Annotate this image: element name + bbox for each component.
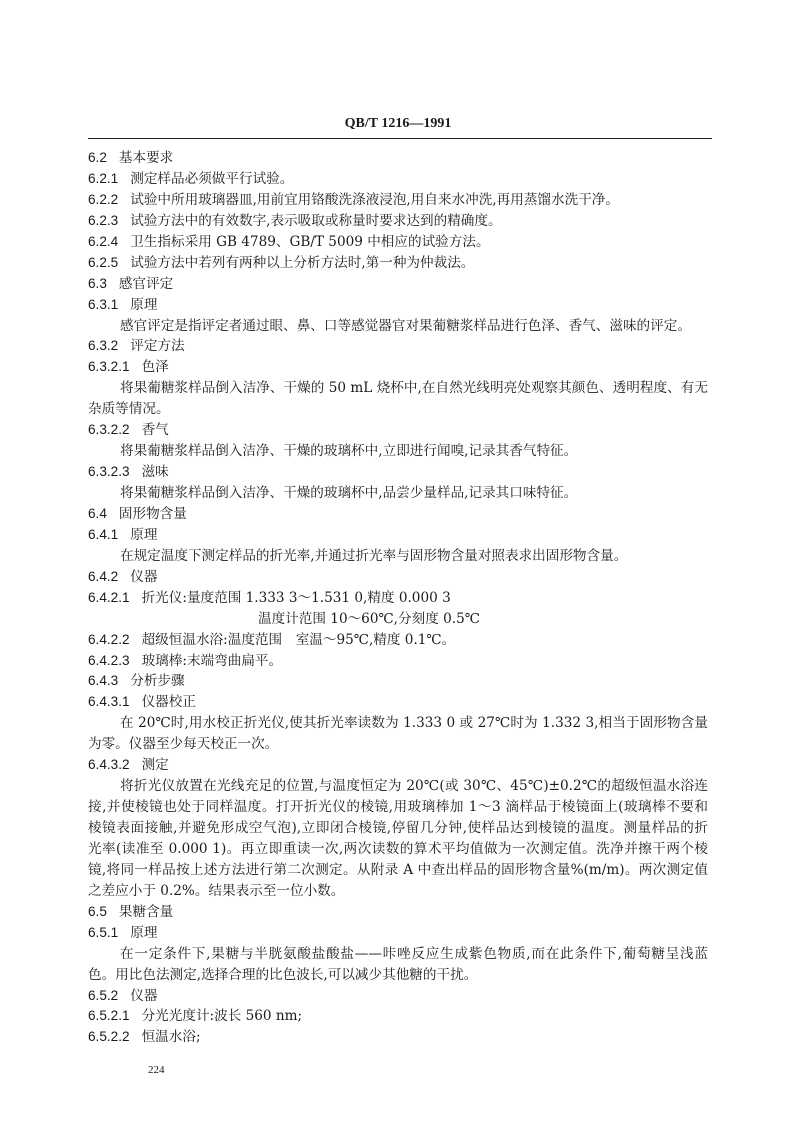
section-heading <box>88 986 708 1007</box>
section-heading <box>88 420 708 441</box>
section-number: 6.4.3 <box>88 673 119 689</box>
section-title: 试验方法中的有效数字,表示吸取或称量时要求达到的精确度。 <box>130 212 502 229</box>
section-title: 分光光度计:波长 560 nm; <box>141 1008 303 1025</box>
section-number: 6.4 <box>88 505 107 521</box>
section-number: 6.5.1 <box>88 924 119 940</box>
section-heading <box>88 336 708 357</box>
section-title: 原理 <box>130 526 158 543</box>
header-rule <box>88 138 712 139</box>
section-number: 6.2.5 <box>88 254 119 270</box>
paragraph-line: 将果葡糖浆样品倒入洁净、干燥的玻璃杯中,品尝少量样品,记录其口味特征。 <box>120 485 578 501</box>
section-number: 6.3.2.2 <box>88 422 130 438</box>
section-title: 色泽 <box>141 359 169 376</box>
section-number: 6.4.3.2 <box>88 757 130 773</box>
paragraph-line: 之差应小于 0.2%。结果表示至一位小数。 <box>88 882 345 899</box>
section-number: 6.5.2 <box>88 987 119 1003</box>
paragraph-line: 杂质等情况。 <box>88 401 170 418</box>
paragraph-line: 将折光仪放置在光线充足的位置,与温度恒定为 20℃(或 30℃、45℃)±0.2℃的超级恒温水浴连 <box>120 778 708 795</box>
section-title: 固形物含量 <box>118 505 187 522</box>
section-title: 果糖含量 <box>118 903 174 920</box>
section-heading <box>88 588 708 609</box>
section-heading <box>88 169 708 190</box>
paragraph-line: 将果葡糖浆样品倒入洁净、干燥的玻璃杯中,立即进行闻嗅,记录其香气特征。 <box>120 443 578 460</box>
section-title: 分析步骤 <box>130 673 185 690</box>
paragraph-line: 在一定条件下,果糖与半胱氨酸盐酸盐——咔唑反应生成紫色物质,而在此条件下,葡萄糖呈浅蓝 <box>120 945 708 962</box>
section-heading <box>88 462 708 483</box>
section-number: 6.4.2.3 <box>88 652 130 668</box>
section-title: 感官评定 <box>118 275 174 292</box>
section-title: 试验中所用玻璃器皿,用前宜用铬酸洗涤液浸泡,用自来水冲洗,再用蒸馏水洗干净。 <box>130 191 619 208</box>
section-number: 6.3.2 <box>88 338 119 354</box>
section-title: 基本要求 <box>118 150 174 166</box>
section-title: 恒温水浴; <box>141 1029 201 1046</box>
section-number: 6.5.2.2 <box>88 1029 130 1045</box>
section-number: 6.2 <box>88 150 107 165</box>
section-heading <box>88 1027 708 1048</box>
paragraph-line: 接,并使棱镜也处于同样温度。打开折光仪的棱镜,用玻璃棒加 1～3 滴样品于棱镜面上(玻璃棒不要和 <box>88 799 708 816</box>
section-heading <box>88 211 708 232</box>
section-title: 测定 <box>141 757 169 774</box>
section-heading <box>88 902 708 923</box>
section-heading <box>88 295 708 316</box>
section-heading <box>88 651 708 672</box>
section-number: 6.4.2 <box>88 568 119 584</box>
paragraph-line: 色。用比色法测定,选择合理的比色波长,可以减少其他糖的干扰。 <box>88 966 478 983</box>
section-title: 玻璃棒:末端弯曲扁平。 <box>141 652 283 669</box>
section-heading <box>88 525 708 546</box>
section-number: 6.4.3.1 <box>88 694 130 710</box>
section-heading <box>88 567 708 588</box>
section-number: 6.2.1 <box>88 170 119 186</box>
paragraph-line: 感官评定是指评定者通过眼、鼻、口等感觉器官对果葡糖浆样品进行色泽、香气、滋味的评定。 <box>120 317 691 334</box>
paragraph-line: 棱镜表面接触,并避免形成空气泡),立即闭合棱镜,停留几分钟,使样品达到棱镜的温度。测量样品的折 <box>88 820 708 836</box>
section-heading <box>88 357 708 378</box>
section-number: 6.4.2.2 <box>88 631 130 647</box>
section-title: 仪器校正 <box>141 694 196 711</box>
section-title: 仪器 <box>130 568 158 585</box>
section-title: 仪器 <box>130 987 158 1004</box>
section-number: 6.3.2.1 <box>88 359 130 375</box>
paragraph-line: 在 20℃时,用水校正折光仪,使其折光率读数为 1.333 0 或 27℃时为 1.332 3,相当于固形物含量 <box>120 715 708 732</box>
section-title: 超级恒温水浴:温度范围 室温～95℃,精度 0.1℃。 <box>141 631 456 648</box>
paragraph-line: 在规定温度下测定样品的折光率,并通过折光率与固形物含量对照表求出固形物含量。 <box>120 547 628 564</box>
document-body <box>88 148 708 1048</box>
section-title: 试验方法中若列有两种以上分析方法时,第一种为仲裁法。 <box>130 254 475 271</box>
section-title: 测定样品必须做平行试验。 <box>130 170 294 187</box>
section-heading <box>88 1006 708 1027</box>
section-number: 6.3.1 <box>88 296 119 312</box>
section-number: 6.3 <box>88 275 107 291</box>
section-heading <box>88 148 708 169</box>
section-title: 滋味 <box>141 464 169 481</box>
section-number: 6.3.2.3 <box>88 464 130 480</box>
section-number: 6.5 <box>88 903 107 919</box>
section-heading <box>88 274 708 295</box>
section-title: 香气 <box>141 422 169 439</box>
paragraph-line: 将果葡糖浆样品倒入洁净、干燥的 50 mL 烧杯中,在自然光线明亮处观察其颜色、透明程度、有无 <box>120 380 708 397</box>
section-heading <box>88 190 708 211</box>
section-heading <box>88 692 708 713</box>
section-number: 6.4.1 <box>88 526 119 542</box>
section-number: 6.2.3 <box>88 212 119 228</box>
section-number: 6.5.2.1 <box>88 1008 130 1024</box>
section-title: 原理 <box>130 296 158 313</box>
section-title: 原理 <box>130 924 158 941</box>
section-number: 6.2.4 <box>88 233 119 249</box>
section-title: 卫生指标采用 GB 4789、GB/T 5009 中相应的试验方法。 <box>130 233 490 250</box>
section-heading <box>88 755 708 776</box>
paragraph-line: 温度计范围 10～60℃,分刻度 0.5℃ <box>258 610 480 627</box>
paragraph-line: 为零。仪器至少每天校正一次。 <box>88 736 279 753</box>
standard-code-header: QB/T 1216—1991 <box>344 116 452 131</box>
section-heading <box>88 630 708 651</box>
section-heading <box>88 232 708 253</box>
page-number: 224 <box>148 1064 165 1076</box>
section-number: 6.2.2 <box>88 191 119 207</box>
section-heading <box>88 671 708 692</box>
section-number: 6.4.2.1 <box>88 589 130 605</box>
paragraph-line: 光率(读准至 0.000 1)。再立即重读一次,两次读数的算术平均值做为一次测定值。洗净并擦干两个棱 <box>88 840 708 857</box>
section-heading <box>88 253 708 274</box>
section-heading <box>88 923 708 944</box>
paragraph-line: 镜,将同一样品按上述方法进行第二次测定。从附录 A 中查出样品的固形物含量%(m/m)。两次测定值 <box>88 861 708 878</box>
section-heading <box>88 504 708 525</box>
section-title: 评定方法 <box>130 338 185 355</box>
section-title: 折光仪:量度范围 1.333 3～1.531 0,精度 0.000 3 <box>141 589 451 606</box>
